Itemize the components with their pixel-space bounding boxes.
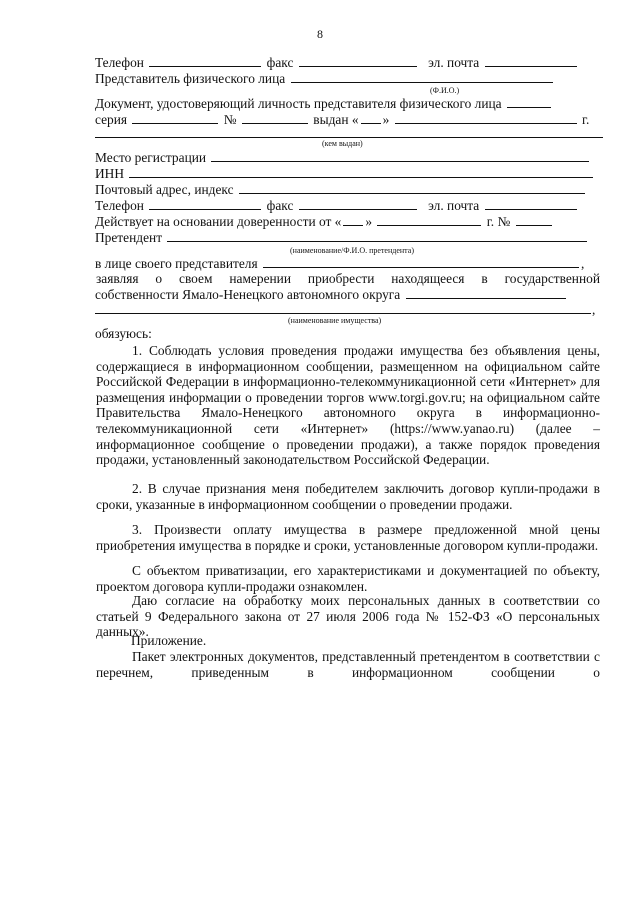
reg-fax-label: факс [266, 198, 294, 213]
representative-label: Представитель физического лица [95, 71, 286, 86]
reg-email-field[interactable] [485, 198, 577, 210]
registration-label: Место регистрации [95, 150, 207, 165]
proxy-row [95, 214, 554, 230]
issued-date-field[interactable] [395, 112, 577, 124]
proxy-number-field[interactable] [516, 214, 552, 226]
applicant-caption: (наименование/Ф.И.О. претендента) [290, 246, 414, 255]
series-field[interactable] [132, 112, 218, 124]
year-suffix: г. [582, 112, 590, 127]
proxy-day-field[interactable] [343, 214, 363, 226]
intent-line-2: собственности Ямало-Ненецкого автономного округа [95, 287, 401, 302]
person-label: в лице своего представителя [95, 256, 258, 271]
proxy-label: Действует на основании доверенности от « [95, 214, 342, 229]
inn-field[interactable] [129, 166, 593, 178]
representative-row [95, 71, 555, 87]
person-field[interactable] [263, 256, 579, 268]
issued-day-field[interactable] [361, 112, 381, 124]
representative-field[interactable] [291, 71, 553, 83]
inn-row [95, 166, 595, 182]
reg-phone-label: Телефон [95, 198, 144, 213]
proxy-year: г. № [486, 214, 511, 229]
obligate-label: обязуюсь: [95, 326, 152, 341]
applicant-field[interactable] [167, 230, 587, 242]
clause-3: 3. Произвести оплату имущества в размере предложенной мной цены приобретения имущества в порядке и сроки, установленные договором купли-продажи. [96, 522, 600, 553]
inn-label: ИНН [95, 166, 125, 181]
registration-field[interactable] [211, 150, 589, 162]
person-comma: , [580, 256, 585, 271]
intent-line-1: заявляя о своем намерении приобрести находящееся в государственной [96, 271, 600, 286]
postal-label: Почтовый адрес, индекс [95, 182, 234, 197]
reg-phone-field[interactable] [149, 198, 261, 210]
attachment-label: Приложение. [131, 633, 207, 648]
email-label: эл. почта [428, 55, 480, 70]
reg-email-label: эл. почта [428, 198, 480, 213]
applicant-row [95, 230, 589, 246]
intent-line-2-row [95, 287, 568, 303]
fio-caption: (Ф.И.О.) [430, 86, 460, 95]
issued-by-line[interactable] [95, 137, 603, 138]
personal-data-consent: Даю согласие на обработку моих персональных данных в соответствии со статьей 9 Федерального закона от 27 июля 2006 года № 152-ФЗ «О персональных данных». [96, 593, 600, 640]
id-document-field[interactable] [507, 96, 551, 108]
proxy-quote-close: » [365, 214, 373, 229]
property-comma: , [592, 302, 596, 317]
applicant-label: Претендент [95, 230, 163, 245]
postal-field[interactable] [239, 182, 585, 194]
fax-label: факс [266, 55, 294, 70]
property-field[interactable] [406, 287, 566, 299]
number-field[interactable] [242, 112, 308, 124]
proxy-date-field[interactable] [377, 214, 481, 226]
series-row [95, 112, 589, 128]
issued-quote-close: » [382, 112, 390, 127]
series-label: серия [95, 112, 128, 127]
id-document-label: Документ, удостоверяющий личность представителя физического лица [95, 96, 502, 111]
reg-contacts-row [95, 198, 579, 214]
id-document-row [95, 96, 553, 112]
documents-package: Пакет электронных документов, представленный претендентом в соответствии с перечнем, приведенным в информационном сообщении о [96, 649, 600, 680]
privatization-familiar: С объектом приватизации, его характеристиками и документацией по объекту, проектом договора купли-продажи ознакомлен. [96, 563, 600, 594]
issued-by-caption: (кем выдан) [322, 139, 363, 148]
phone-field[interactable] [149, 55, 261, 67]
reg-fax-field[interactable] [299, 198, 417, 210]
email-field[interactable] [485, 55, 577, 67]
registration-row [95, 150, 591, 166]
page-number: 8 [317, 27, 323, 41]
representative-person-row [95, 256, 584, 272]
clause-1: 1. Соблюдать условия проведения продажи имущества без объявления цены, содержащиеся в информационном сообщении, размещенном на официальном сайте Российской Федерации в информационно-телекоммуникационной сети «Интернет» для размещения информации о проведении торгов www.torgi.gov.ru; на официальном сайте Правительства Ямало-Ненецкого автономного округа в информационно-телекоммуникационной сети «Интернет» (https://www.yanao.ru) (далее – информационное сообщение о проведении продажи), а также порядок проведения продажи, установленный законодательством Российской Федерации. [96, 343, 600, 468]
issued-label: выдан « [313, 112, 359, 127]
number-sign: № [223, 112, 237, 127]
phone-label: Телефон [95, 55, 144, 70]
clause-2: 2. В случае признания меня победителем заключить договор купли-продажи в сроки, указанные в информационном сообщении о проведении продажи. [96, 481, 600, 512]
property-line[interactable] [95, 313, 591, 314]
rep-contacts-row [95, 55, 579, 71]
postal-row [95, 182, 587, 198]
property-caption: (наименование имущества) [288, 316, 382, 325]
fax-field[interactable] [299, 55, 417, 67]
